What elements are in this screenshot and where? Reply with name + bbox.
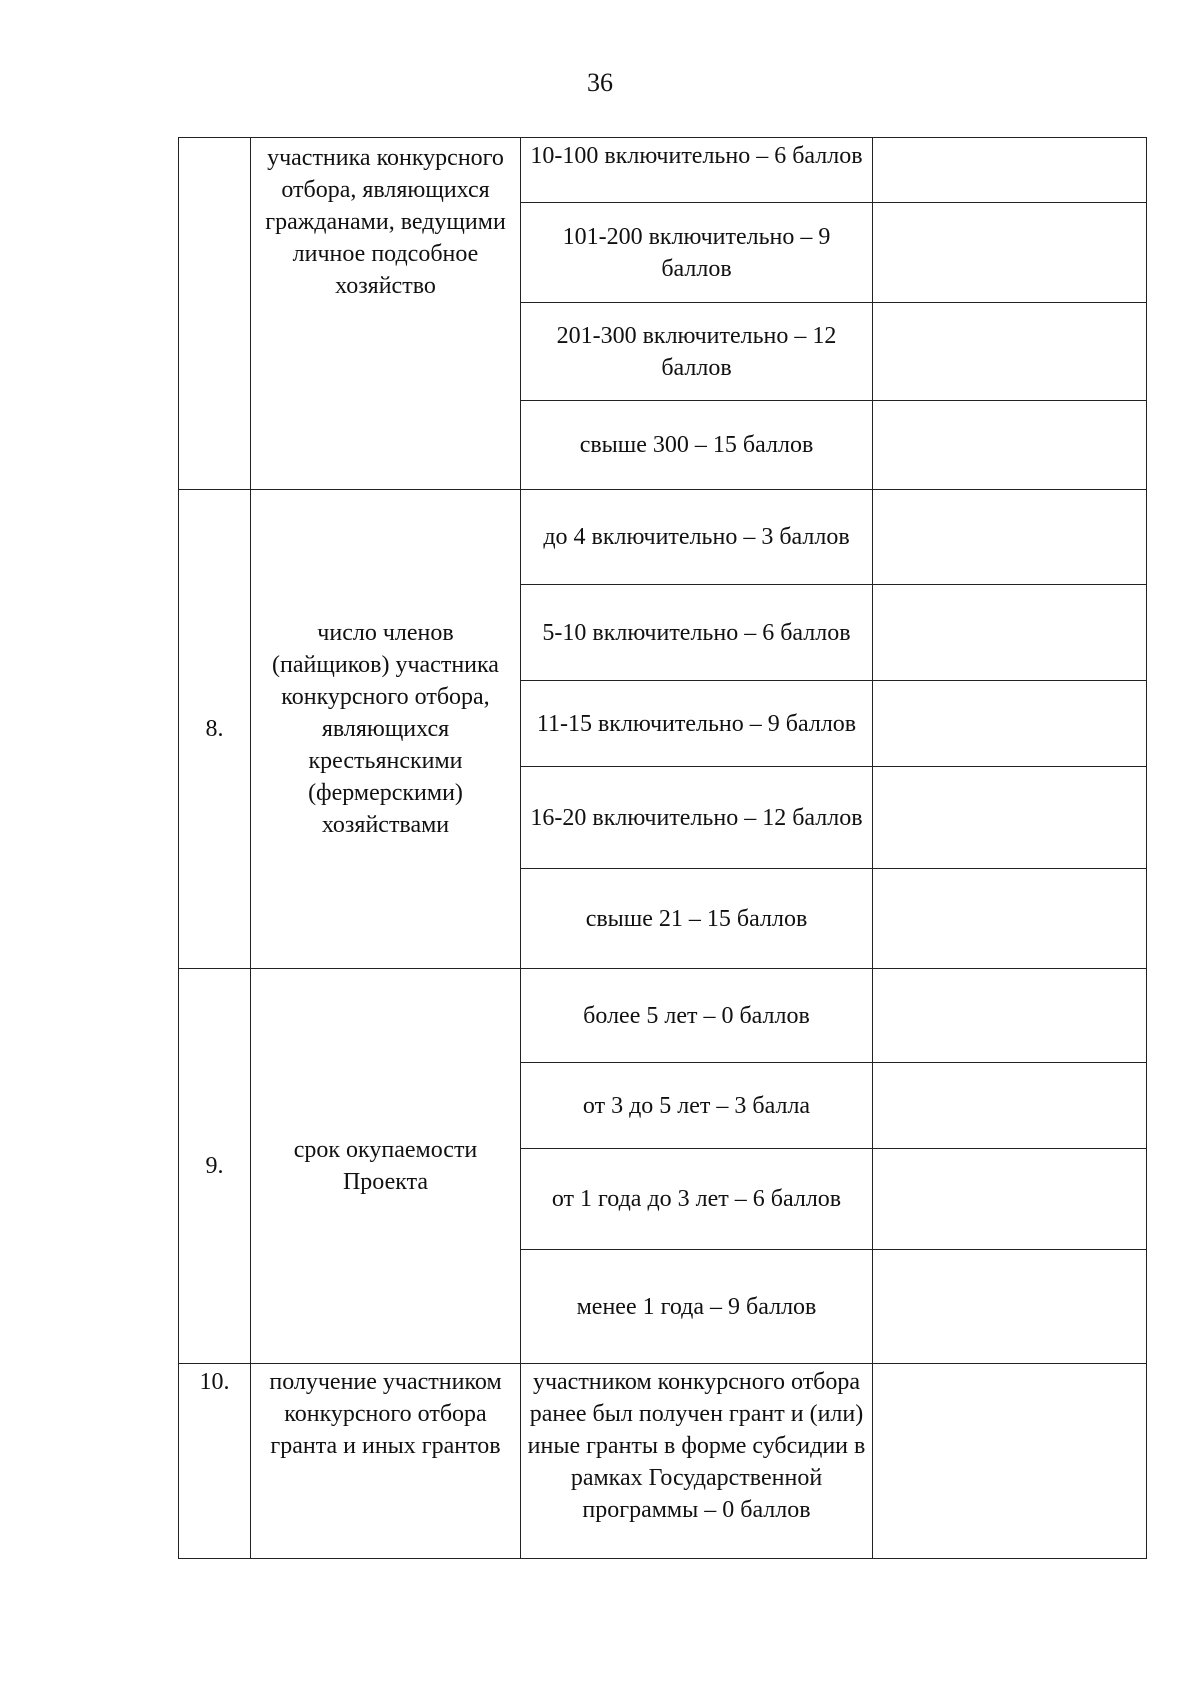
empty-cell xyxy=(873,203,1147,303)
score-cell: 10-100 включительно – 6 баллов xyxy=(521,138,873,203)
table-row xyxy=(179,1364,1147,1559)
empty-cell xyxy=(873,1149,1147,1250)
empty-cell xyxy=(873,490,1147,585)
score-cell: 11-15 включительно – 9 баллов xyxy=(521,681,873,767)
score-cell: 101-200 включительно – 9 баллов xyxy=(521,203,873,303)
table-row xyxy=(179,490,1147,585)
empty-cell xyxy=(873,969,1147,1063)
empty-cell xyxy=(873,1364,1147,1559)
table-row xyxy=(179,138,1147,203)
empty-cell xyxy=(873,869,1147,969)
empty-cell xyxy=(873,681,1147,767)
row-number: 9. xyxy=(179,969,251,1364)
criterion-cell: участника конкурсного отбора, являющихся гражданами, ведущими личное подсобное хозяйство xyxy=(251,138,521,490)
score-cell: менее 1 года – 9 баллов xyxy=(521,1250,873,1364)
page-number: 36 xyxy=(587,68,613,97)
score-cell: от 3 до 5 лет – 3 балла xyxy=(521,1063,873,1149)
score-cell: 201-300 включительно – 12 баллов xyxy=(521,303,873,401)
score-cell: свыше 300 – 15 баллов xyxy=(521,401,873,490)
empty-cell xyxy=(873,767,1147,869)
empty-cell xyxy=(873,303,1147,401)
score-cell: до 4 включительно – 3 баллов xyxy=(521,490,873,585)
empty-cell xyxy=(873,401,1147,490)
criterion-cell: срок окупаемости Проекта xyxy=(251,969,521,1364)
criteria-table xyxy=(178,137,1147,1559)
empty-cell xyxy=(873,138,1147,203)
row-number xyxy=(179,138,251,490)
empty-cell xyxy=(873,1250,1147,1364)
criterion-cell: получение участником конкурсного отбора гранта и иных грантов xyxy=(251,1364,521,1559)
score-cell: более 5 лет – 0 баллов xyxy=(521,969,873,1063)
criterion-cell: число членов (пайщиков) участника конкурсного отбора, являющихся крестьянскими (фермерскими) хозяйствами xyxy=(251,490,521,969)
row-number: 8. xyxy=(179,490,251,969)
score-cell: 5-10 включительно – 6 баллов xyxy=(521,585,873,681)
table-row xyxy=(179,969,1147,1063)
score-cell: 16-20 включительно – 12 баллов xyxy=(521,767,873,869)
score-cell: свыше 21 – 15 баллов xyxy=(521,869,873,969)
score-cell: участником конкурсного отбора ранее был получен грант и (или) иные гранты в форме субсидии в рамках Государственной программы – 0 баллов xyxy=(521,1364,873,1559)
empty-cell xyxy=(873,585,1147,681)
score-cell: от 1 года до 3 лет – 6 баллов xyxy=(521,1149,873,1250)
row-number: 10. xyxy=(179,1364,251,1559)
empty-cell xyxy=(873,1063,1147,1149)
